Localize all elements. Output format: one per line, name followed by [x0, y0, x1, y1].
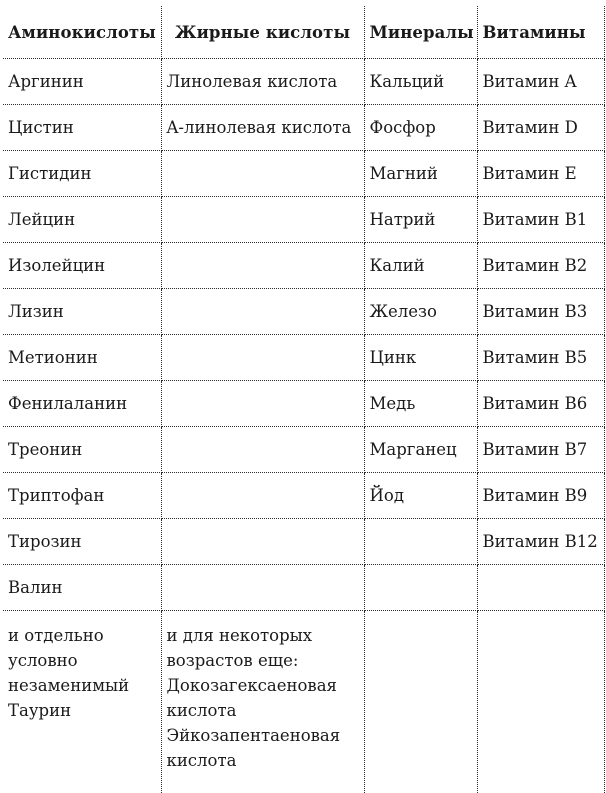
amino-acid-cell: Гистидин [3, 151, 161, 197]
fatty-acid-cell [161, 243, 364, 289]
table-row-footnotes [3, 611, 604, 793]
amino-acid-cell: Фенилаланин [3, 381, 161, 427]
footnote-line: Докозагексаеновая [167, 673, 364, 698]
footnote-line: кислота [167, 748, 364, 773]
header-fatty-acids: Жирные кислоты [161, 6, 364, 59]
fatty-acid-cell [161, 289, 364, 335]
footnote-line: условно [8, 648, 161, 673]
vitamin-cell: Витамин B1 [477, 197, 604, 243]
vitamin-cell: Витамин B5 [477, 335, 604, 381]
table-row [3, 519, 604, 565]
amino-acid-cell: Треонин [3, 427, 161, 473]
footnote-fatty-acids [161, 611, 364, 793]
mineral-cell: Натрий [364, 197, 477, 243]
fatty-acid-cell: A-линолевая кислота [161, 105, 364, 151]
fatty-acid-cell [161, 197, 364, 243]
footnote-line: незаменимый [8, 673, 161, 698]
mineral-cell: Фосфор [364, 105, 477, 151]
vitamin-cell: Витамин D [477, 105, 604, 151]
vitamin-cell: Витамин A [477, 59, 604, 105]
footnote-line: и для некоторых [167, 623, 364, 648]
amino-acid-cell: Цистин [3, 105, 161, 151]
vitamin-cell [477, 565, 604, 611]
mineral-cell: Магний [364, 151, 477, 197]
vitamin-cell: Витамин B9 [477, 473, 604, 519]
fatty-acid-cell [161, 381, 364, 427]
header-vitamins: Витамины [477, 6, 604, 59]
vitamin-cell: Витамин B12 [477, 519, 604, 565]
vitamin-cell: Витамин B2 [477, 243, 604, 289]
mineral-cell: Железо [364, 289, 477, 335]
fatty-acid-cell: Линолевая кислота [161, 59, 364, 105]
header-amino-acids: Аминокислоты [3, 6, 161, 59]
amino-acid-cell: Валин [3, 565, 161, 611]
mineral-cell: Кальций [364, 59, 477, 105]
footnote-line: возрастов еще: [167, 648, 364, 673]
mineral-cell: Марганец [364, 427, 477, 473]
table-row [3, 243, 604, 289]
amino-acid-cell: Тирозин [3, 519, 161, 565]
table-row [3, 289, 604, 335]
amino-acid-cell: Метионин [3, 335, 161, 381]
table-row [3, 151, 604, 197]
footnote-line: Эйкозапентаеновая [167, 723, 364, 748]
table-row [3, 473, 604, 519]
vitamin-cell: Витамин E [477, 151, 604, 197]
vitamin-cell: Витамин B6 [477, 381, 604, 427]
table-row [3, 335, 604, 381]
table-row [3, 105, 604, 151]
fatty-acid-cell [161, 519, 364, 565]
fatty-acid-cell [161, 473, 364, 519]
table-header-row [3, 6, 604, 59]
table-row [3, 565, 604, 611]
amino-acid-cell: Изолейцин [3, 243, 161, 289]
footnote-amino-acids [3, 611, 161, 793]
mineral-cell: Калий [364, 243, 477, 289]
nutrients-table [3, 6, 605, 793]
fatty-acid-cell [161, 565, 364, 611]
footnote-line: Таурин [8, 698, 161, 723]
footnote-line: кислота [167, 698, 364, 723]
mineral-cell [364, 519, 477, 565]
fatty-acid-cell [161, 427, 364, 473]
vitamin-cell: Витамин B3 [477, 289, 604, 335]
footnote-minerals [364, 611, 477, 793]
mineral-cell: Цинк [364, 335, 477, 381]
mineral-cell: Медь [364, 381, 477, 427]
amino-acid-cell: Лейцин [3, 197, 161, 243]
fatty-acid-cell [161, 151, 364, 197]
footnote-vitamins [477, 611, 604, 793]
mineral-cell [364, 565, 477, 611]
fatty-acid-cell [161, 335, 364, 381]
vitamin-cell: Витамин B7 [477, 427, 604, 473]
footnote-line: и отдельно [8, 623, 161, 648]
amino-acid-cell: Лизин [3, 289, 161, 335]
table-row [3, 59, 604, 105]
mineral-cell: Йод [364, 473, 477, 519]
header-minerals: Минералы [364, 6, 477, 59]
table-row [3, 381, 604, 427]
amino-acid-cell: Триптофан [3, 473, 161, 519]
table-row [3, 427, 604, 473]
amino-acid-cell: Аргинин [3, 59, 161, 105]
table-row [3, 197, 604, 243]
